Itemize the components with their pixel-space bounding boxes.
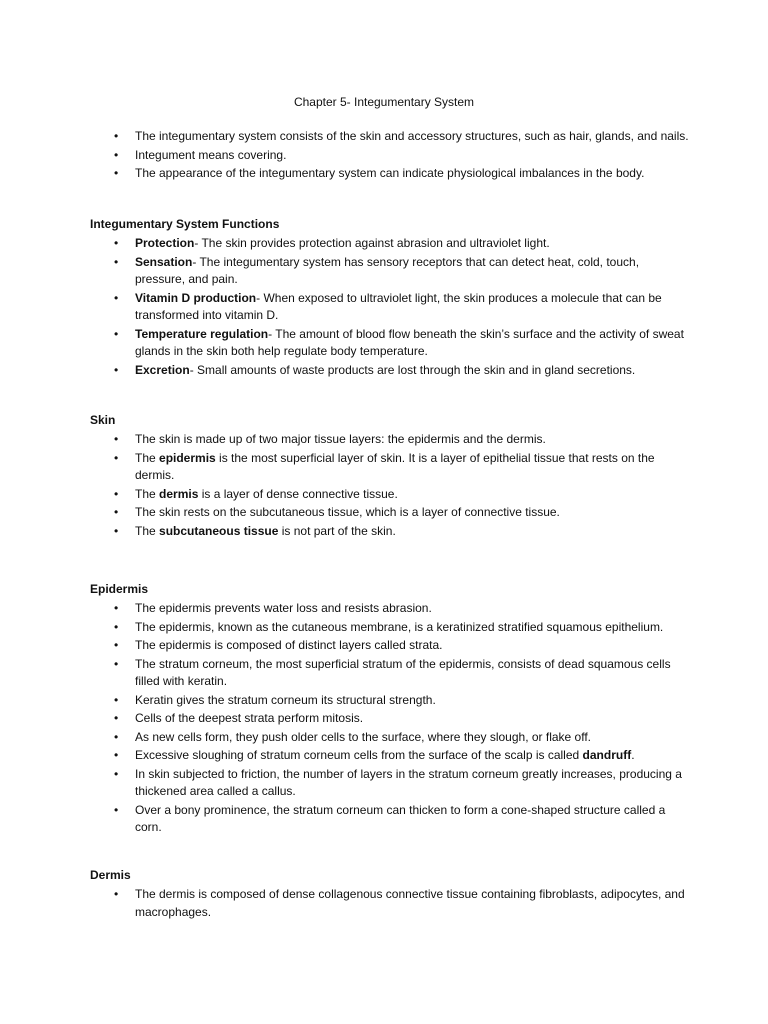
list-item [90, 729, 690, 747]
list-item-bold: dermis [159, 486, 199, 501]
list-item-text: - When exposed to ultraviolet light, the skin produces a molecule that can be transformed into vitamin D. [135, 290, 662, 322]
list-item-text: is the most superficial layer of skin. It is a layer of epithelial tissue that rests on the dermis. [135, 450, 655, 482]
bullet-icon: • [114, 326, 119, 341]
bullet-icon: • [114, 432, 119, 446]
list-item-bold: Sensation [135, 254, 193, 269]
list-item-bold: epidermis [159, 450, 216, 465]
bullet-icon: • [114, 748, 119, 762]
bullet-icon: • [114, 166, 119, 180]
list-item-text: - The amount of blood flow beneath the skin’s surface and the activity of sweat glands in the skin both help regulate body temperature. [135, 326, 684, 358]
list-item [90, 486, 690, 504]
list-item-text: The [135, 450, 160, 465]
bullet-icon: • [114, 692, 119, 707]
list-item-bold: subcutaneous tissue [159, 523, 279, 538]
list-item [90, 619, 690, 637]
section-heading: Skin [90, 413, 116, 427]
list-item-text: In skin subjected to friction, the number of layers in the stratum corneum greatly increases, producing a thickened area called a callus. [135, 766, 682, 798]
bullet-icon: • [114, 362, 119, 377]
dermis-list [90, 886, 690, 921]
list-item-text: The [135, 523, 160, 538]
dermis-section [90, 867, 690, 922]
intro-section [90, 128, 690, 184]
list-item-text: Excessive sloughing of stratum corneum cells from the surface of the scalp is called [135, 748, 583, 762]
bullet-icon: • [114, 523, 119, 538]
list-item [90, 600, 690, 618]
list-item [90, 692, 690, 710]
list-item [90, 128, 690, 146]
bullet-icon: • [114, 147, 119, 162]
skin-section [90, 412, 690, 541]
list-item-text: - The skin provides protection against abrasion and ultraviolet light. [194, 236, 550, 250]
section-heading: Integumentary System Functions [90, 217, 280, 231]
bullet-icon: • [114, 766, 119, 781]
list-item-text: Keratin gives the stratum corneum its structural strength. [135, 692, 436, 707]
list-item-bold: dandruff [582, 748, 632, 762]
section-heading: Dermis [90, 868, 131, 882]
list-item [90, 165, 690, 183]
epidermis-list [90, 600, 690, 837]
list-item-text: The epidermis prevents water loss and resists abrasion. [135, 601, 432, 615]
list-item-bold: Excretion [135, 362, 190, 377]
list-item [90, 362, 690, 380]
list-item [90, 290, 690, 325]
section-heading: Epidermis [90, 582, 149, 596]
list-item-bold: Temperature regulation [135, 326, 269, 341]
list-item [90, 766, 690, 801]
list-item-text: The [135, 486, 160, 501]
list-item [90, 235, 690, 253]
intro-list [90, 128, 690, 183]
list-item-text: Cells of the deepest strata perform mitosis. [135, 711, 364, 725]
list-item-text: The appearance of the integumentary system can indicate physiological imbalances in the body. [135, 166, 645, 180]
list-item [90, 637, 690, 655]
list-item [90, 504, 690, 522]
list-item-text: The epidermis, known as the cutaneous membrane, is a keratinized stratified squamous epithelium. [135, 619, 664, 634]
bullet-icon: • [114, 802, 119, 817]
list-item [90, 450, 690, 485]
list-item-text: - Small amounts of waste products are lost through the skin and in gland secretions. [189, 362, 636, 377]
list-item [90, 802, 690, 837]
list-item [90, 747, 690, 765]
page-title: Chapter 5- Integumentary System [293, 95, 475, 109]
bullet-icon: • [114, 505, 119, 519]
epidermis-section [90, 581, 690, 838]
functions-list [90, 235, 690, 379]
bullet-icon: • [114, 290, 119, 305]
functions-section [90, 216, 690, 380]
bullet-icon: • [114, 450, 119, 465]
bullet-icon: • [114, 638, 119, 652]
bullet-icon: • [114, 711, 119, 725]
list-item-text: The epidermis is composed of distinct layers called strata. [135, 638, 443, 652]
list-item-text: The skin rests on the subcutaneous tissue, which is a layer of connective tissue. [135, 505, 560, 519]
list-item-text: The integumentary system consists of the skin and accessory structures, such as hair, glands, and nails. [135, 129, 689, 143]
bullet-icon: • [114, 887, 119, 901]
skin-list [90, 431, 690, 540]
list-item-text: is not part of the skin. [278, 523, 396, 538]
list-item-text: The skin is made up of two major tissue layers: the epidermis and the dermis. [135, 432, 546, 446]
bullet-icon: • [114, 254, 119, 269]
bullet-icon: • [114, 601, 119, 615]
list-item-bold: Protection [135, 236, 195, 250]
list-item [90, 656, 690, 691]
list-item [90, 710, 690, 728]
bullet-icon: • [114, 129, 119, 143]
list-item [90, 326, 690, 361]
list-item-text: The dermis is composed of dense collagenous connective tissue containing fibroblasts, adipocytes, and macrophages. [135, 887, 685, 919]
bullet-icon: • [114, 619, 119, 634]
bullet-icon: • [114, 656, 119, 671]
bullet-icon: • [114, 729, 119, 744]
list-item [90, 886, 690, 921]
list-item [90, 254, 690, 289]
list-item [90, 523, 690, 541]
list-item-text: Over a bony prominence, the stratum corneum can thicken to form a cone-shaped structure called a corn. [135, 802, 666, 834]
list-item-text: As new cells form, they push older cells to the surface, where they slough, or flake off. [135, 729, 592, 744]
list-item-text: . [631, 748, 635, 762]
list-item-text: - The integumentary system has sensory receptors that can detect heat, cold, touch, pressure, and pain. [135, 254, 640, 286]
bullet-icon: • [114, 486, 119, 501]
bullet-icon: • [114, 236, 119, 250]
list-item-bold: Vitamin D production [135, 290, 257, 305]
list-item-text: The stratum corneum, the most superficial stratum of the epidermis, consists of dead squamous cells filled with keratin. [135, 656, 671, 688]
list-item [90, 147, 690, 165]
list-item-text: Integument means covering. [135, 147, 287, 162]
list-item-text: is a layer of dense connective tissue. [198, 486, 398, 501]
list-item [90, 431, 690, 449]
